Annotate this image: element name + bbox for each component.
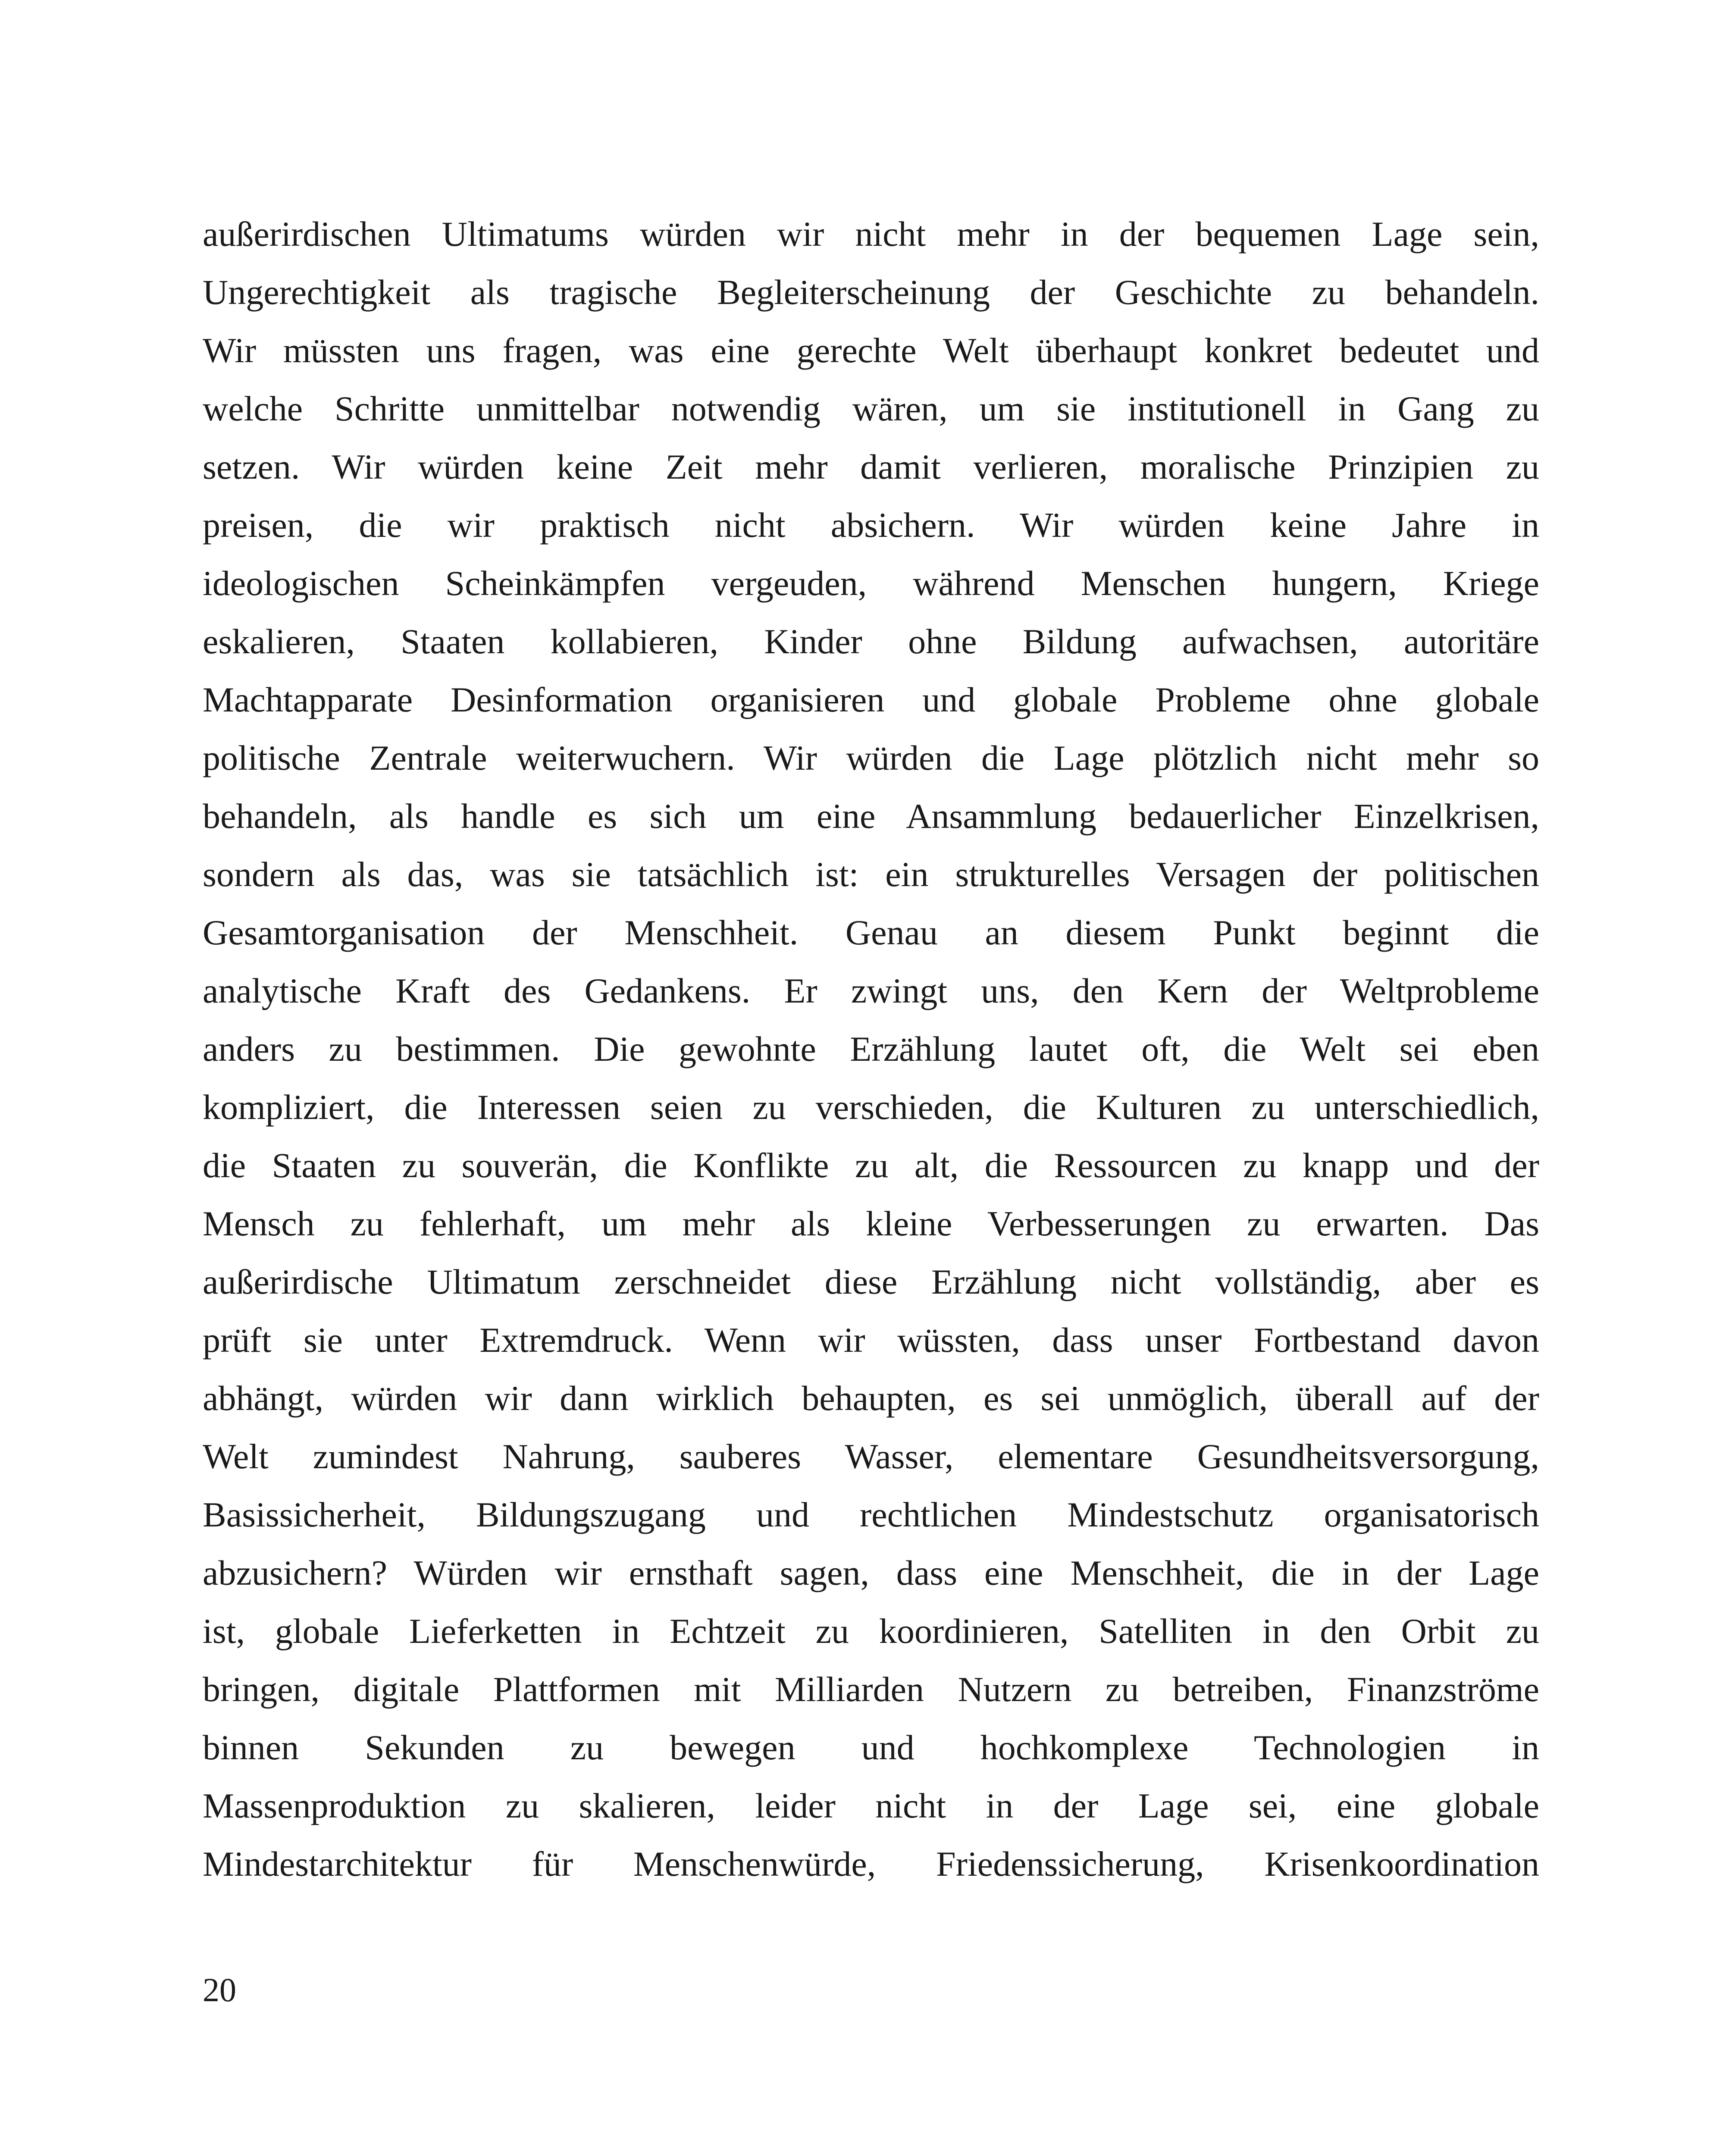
text-line: politische Zentrale weiterwuchern. Wir würden die Lage plötzlich nicht mehr so [203, 738, 1539, 777]
text-line: Gesamtorganisation der Menschheit. Genau an diesem Punkt beginnt die [203, 913, 1539, 952]
text-line: Basissicherheit, Bildungszugang und rechtlichen Mindestschutz organisatorisch [203, 1495, 1539, 1534]
text-line: Mensch zu fehlerhaft, um mehr als kleine Verbesserungen zu erwarten. Das [203, 1204, 1539, 1243]
text-line: ist, globale Lieferketten in Echtzeit zu koordinieren, Satelliten in den Orbit zu [203, 1611, 1539, 1651]
text-line: Welt zumindest Nahrung, sauberes Wasser, elementare Gesundheitsversorgung, [203, 1437, 1539, 1476]
text-line: Ungerechtigkeit als tragische Begleiterscheinung der Geschichte zu behandeln. [203, 273, 1539, 312]
text-line: bringen, digitale Plattformen mit Milliarden Nutzern zu betreiben, Finanzströme [203, 1670, 1539, 1709]
text-line: behandeln, als handle es sich um eine Ansammlung bedauerlicher Einzelkrisen, [203, 796, 1539, 836]
text-line: analytische Kraft des Gedankens. Er zwingt uns, den Kern der Weltprobleme [203, 971, 1539, 1010]
text-line: anders zu bestimmen. Die gewohnte Erzählung lautet oft, die Welt sei eben [203, 1029, 1539, 1069]
page-number: 20 [203, 1971, 236, 2009]
text-line: binnen Sekunden zu bewegen und hochkomplexe Technologien in [203, 1728, 1539, 1767]
text-line: setzen. Wir würden keine Zeit mehr damit verlieren, moralische Prinzipien zu [203, 447, 1539, 486]
text-line: die Staaten zu souverän, die Konflikte zu alt, die Ressourcen zu knapp und der [203, 1146, 1539, 1185]
text-line: Mindestarchitektur für Menschenwürde, Friedenssicherung, Krisenkoordination [203, 1844, 1539, 1883]
text-line: eskalieren, Staaten kollabieren, Kinder ohne Bildung aufwachsen, autoritäre [203, 622, 1539, 661]
text-line: Wir müssten uns fragen, was eine gerechte Welt überhaupt konkret bedeutet und [203, 331, 1539, 370]
text-line: sondern als das, was sie tatsächlich ist: ein strukturelles Versagen der politischen [203, 855, 1539, 894]
text-line: Machtapparate Desinformation organisieren und globale Probleme ohne globale [203, 680, 1539, 719]
text-line: außerirdische Ultimatum zerschneidet diese Erzählung nicht vollständig, aber es [203, 1262, 1539, 1301]
text-line: abhängt, würden wir dann wirklich behaupten, es sei unmöglich, überall auf der [203, 1379, 1539, 1418]
text-line: kompliziert, die Interessen seien zu verschieden, die Kulturen zu unterschiedlich, [203, 1087, 1539, 1127]
text-line: prüft sie unter Extremdruck. Wenn wir wüssten, dass unser Fortbestand davon [203, 1320, 1539, 1360]
text-line: Massenproduktion zu skalieren, leider nicht in der Lage sei, eine globale [203, 1786, 1539, 1825]
text-line: welche Schritte unmittelbar notwendig wären, um sie institutionell in Gang zu [203, 389, 1539, 428]
text-line: ideologischen Scheinkämpfen vergeuden, während Menschen hungern, Kriege [203, 564, 1539, 603]
text-line: preisen, die wir praktisch nicht absichern. Wir würden keine Jahre in [203, 505, 1539, 545]
text-line: außerirdischen Ultimatums würden wir nicht mehr in der bequemen Lage sein, [203, 214, 1539, 254]
text-line: abzusichern? Würden wir ernsthaft sagen, dass eine Menschheit, die in der Lage [203, 1553, 1539, 1592]
body-paragraph [203, 205, 1539, 1893]
